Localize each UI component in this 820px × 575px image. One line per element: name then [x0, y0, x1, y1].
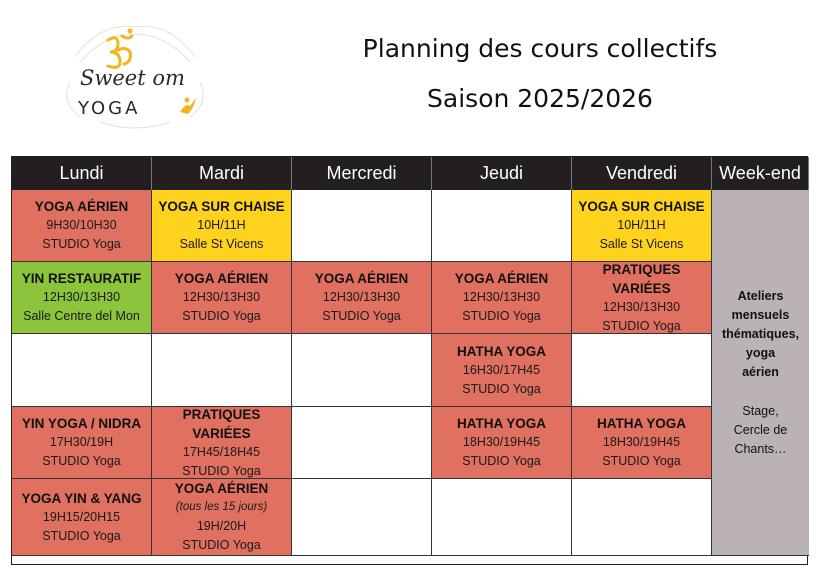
class-place: STUDIO Yoga — [42, 528, 121, 543]
day-header-jeudi: Jeudi — [432, 157, 572, 190]
class-title: YOGA SUR CHAISE — [158, 199, 285, 214]
day-header-weekend: Week-end — [712, 157, 809, 190]
class-slot — [152, 190, 292, 262]
class-time: 12H30/13H30 — [322, 290, 401, 304]
day-header-mercredi: Mercredi — [292, 157, 432, 190]
empty-slot — [292, 190, 432, 262]
class-slot — [572, 262, 712, 334]
class-slot — [572, 407, 712, 479]
class-place: STUDIO Yoga — [602, 318, 681, 333]
day-header-lundi: Lundi — [12, 157, 152, 190]
class-title: YOGA AÉRIEN — [174, 481, 269, 496]
class-time: 19H/20H — [196, 519, 247, 533]
class-note: (tous les 15 jours) — [175, 501, 268, 513]
weekend-text-line: Cercle de — [733, 422, 788, 437]
class-time: 12H30/13H30 — [182, 290, 261, 304]
class-slot — [152, 479, 292, 556]
class-place: STUDIO Yoga — [182, 309, 261, 323]
class-place: Salle St Vicens — [599, 237, 684, 251]
class-slot — [432, 262, 572, 334]
class-place: STUDIO Yoga — [42, 454, 121, 468]
empty-slot — [432, 190, 572, 262]
class-slot — [432, 407, 572, 479]
class-title: HATHA YOGA — [456, 343, 546, 359]
class-time: 10H/11H — [197, 218, 246, 232]
class-title: YOGA AÉRIEN — [454, 271, 549, 286]
logo — [60, 22, 210, 132]
class-time: 9H30/10H30 — [46, 218, 117, 232]
day-header-vendredi: Vendredi — [572, 157, 712, 190]
class-slot — [12, 262, 152, 334]
logo-text: Sweet om — [80, 66, 185, 90]
empty-slot — [152, 334, 292, 407]
weekend-text-line: aérien — [742, 364, 779, 379]
class-time: 17H30/19H — [49, 435, 114, 449]
class-time: 10H/11H — [617, 218, 666, 232]
empty-slot — [572, 334, 712, 407]
class-time: 17H45/18H45 — [182, 444, 261, 459]
empty-slot — [432, 479, 572, 556]
empty-slot — [12, 334, 152, 407]
class-title: YOGA YIN & YANG — [21, 490, 142, 506]
class-title: YIN YOGA / NIDRA — [21, 416, 142, 431]
class-slot — [292, 262, 432, 334]
empty-slot — [292, 407, 432, 479]
class-time: 12H30/13H30 — [462, 290, 541, 304]
class-place: STUDIO Yoga — [322, 309, 401, 323]
class-title: HATHA YOGA — [456, 416, 546, 431]
weekend-text-line: Stage, — [742, 403, 779, 418]
class-time: 16H30/17H45 — [462, 362, 541, 377]
weekend-text-line: mensuels — [731, 307, 790, 322]
weekend-text-line: thématiques, — [721, 326, 800, 341]
class-slot — [12, 407, 152, 479]
class-place: STUDIO Yoga — [602, 454, 681, 468]
weekend-cell — [712, 190, 809, 556]
class-place: Salle St Vicens — [179, 237, 264, 251]
class-time: 19H15/20H15 — [42, 509, 121, 524]
weekend-text-line: Ateliers — [737, 288, 784, 303]
empty-slot — [572, 479, 712, 556]
empty-slot — [292, 479, 432, 556]
class-place: STUDIO Yoga — [462, 309, 541, 323]
class-time: 18H30/19H45 — [602, 435, 681, 449]
weekend-text-line: yoga — [745, 345, 776, 360]
class-title: YOGA AÉRIEN — [174, 271, 269, 286]
page-title: Planning des cours collectifs — [362, 34, 718, 63]
class-place: STUDIO Yoga — [462, 454, 541, 468]
class-title: YIN RESTAURATIF — [21, 271, 142, 286]
class-slot — [152, 407, 292, 479]
weekend-workshops — [722, 287, 799, 382]
class-title: HATHA YOGA — [596, 416, 686, 431]
class-place: STUDIO Yoga — [182, 538, 261, 552]
class-place: STUDIO Yoga — [182, 463, 261, 478]
day-header-mardi: Mardi — [152, 157, 292, 190]
class-place: Salle Centre del Mon — [23, 309, 140, 323]
class-place: STUDIO Yoga — [462, 381, 541, 396]
class-slot — [572, 190, 712, 262]
schedule-table — [11, 156, 808, 565]
class-slot — [12, 190, 152, 262]
class-title: YOGA SUR CHAISE — [578, 199, 705, 214]
class-place: STUDIO Yoga — [42, 237, 121, 251]
class-title: PRATIQUES VARIÉES — [602, 261, 681, 296]
weekend-extras — [734, 402, 788, 459]
weekend-text-line: Chants… — [734, 441, 787, 456]
class-title: PRATIQUES VARIÉES — [182, 406, 261, 441]
class-title: YOGA AÉRIEN — [314, 271, 409, 286]
page-subtitle: Saison 2025/2026 — [427, 84, 653, 113]
class-time: 12H30/13H30 — [42, 290, 121, 304]
class-slot — [432, 334, 572, 407]
class-slot — [12, 479, 152, 556]
class-slot — [152, 262, 292, 334]
logo-subtext: YOGA — [78, 98, 141, 119]
class-title: YOGA AÉRIEN — [34, 199, 129, 214]
class-time: 18H30/19H45 — [462, 435, 541, 449]
empty-slot — [292, 334, 432, 407]
class-time: 12H30/13H30 — [602, 299, 681, 314]
